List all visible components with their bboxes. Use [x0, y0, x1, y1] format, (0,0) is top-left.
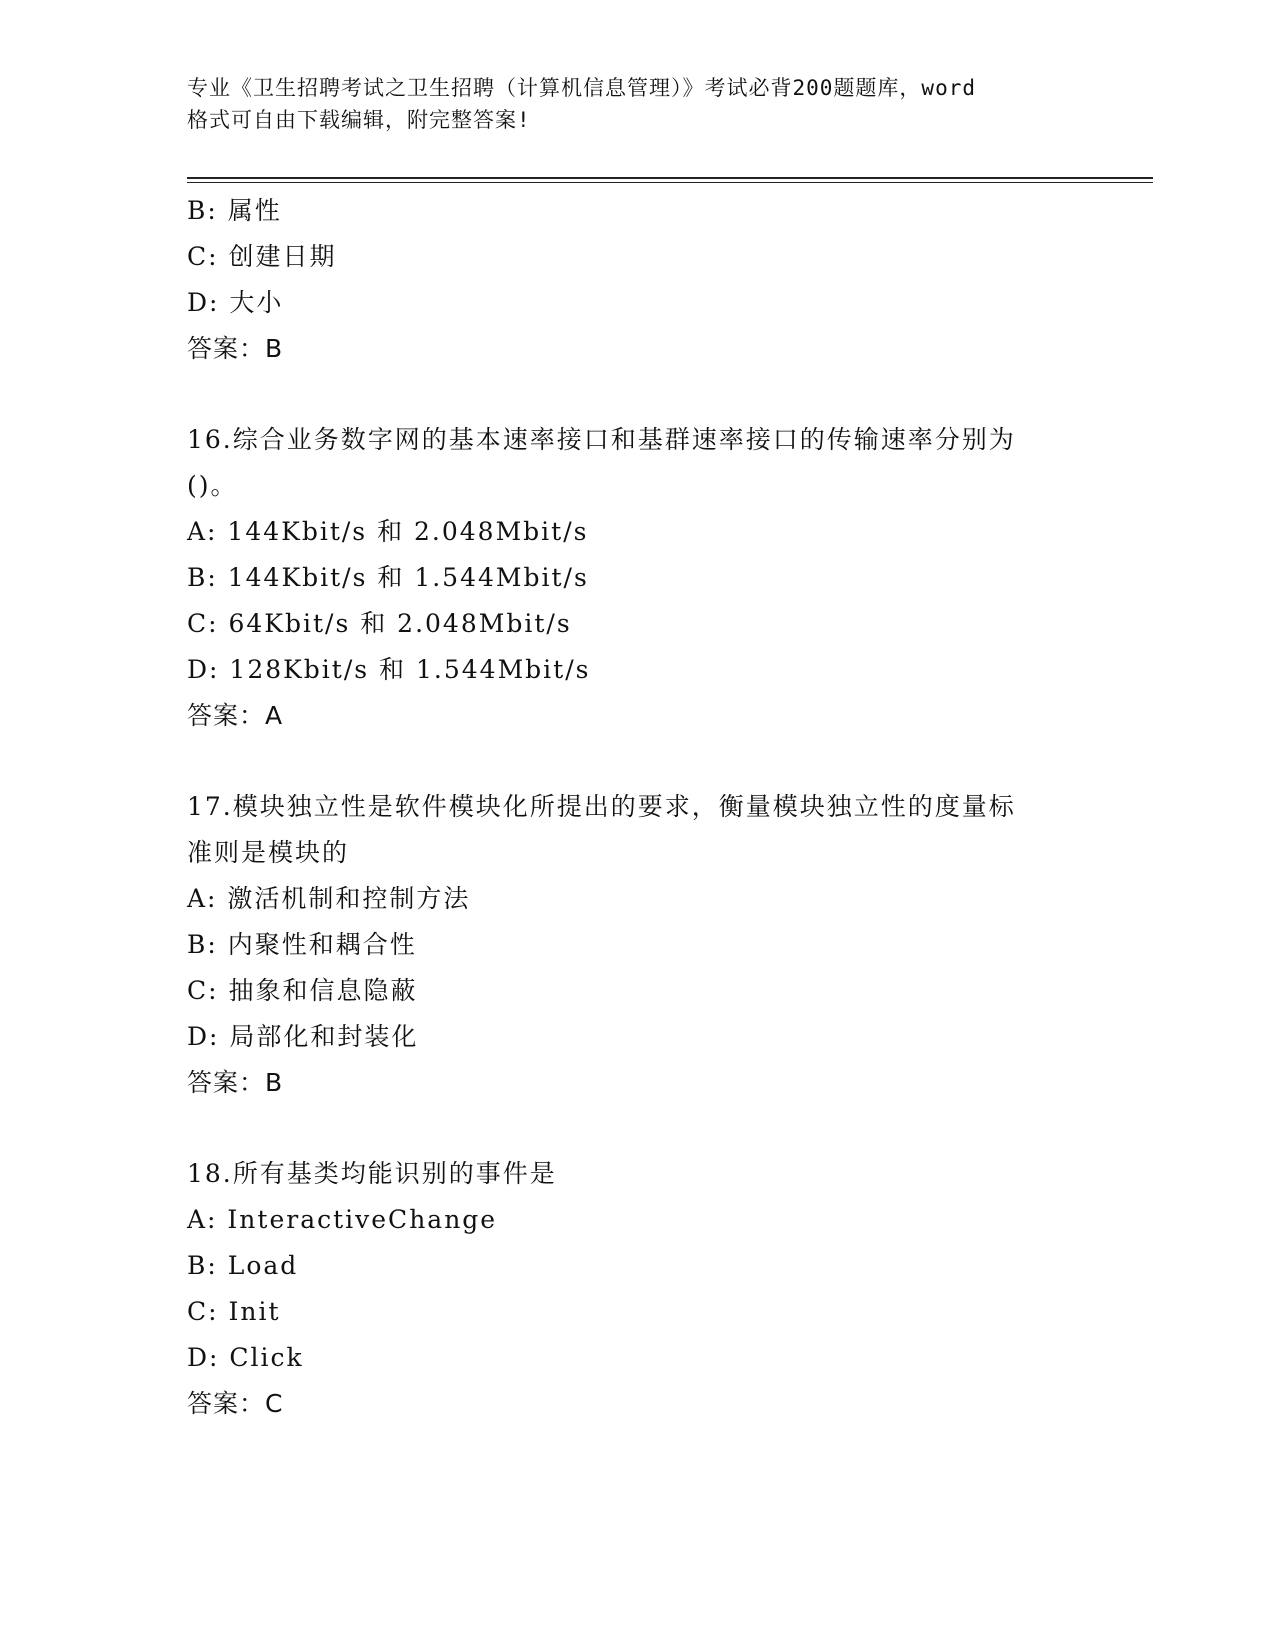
- question-stem: 准则是模块的: [187, 838, 350, 867]
- question-stem: 17.模块独立性是软件模块化所提出的要求，衡量模块独立性的度量标: [187, 792, 1016, 821]
- question-list: [187, 188, 1087, 1427]
- header-line-2: 格式可自由下载编辑，附完整答案!: [187, 108, 531, 132]
- option-d: D: 大小: [187, 288, 284, 317]
- page-header: [187, 72, 1087, 136]
- question-17: [187, 784, 1087, 1106]
- option-c: C: Init: [187, 1297, 281, 1326]
- answer-line: 答案：C: [187, 1389, 284, 1418]
- option-c: C: 抽象和信息隐蔽: [187, 976, 418, 1005]
- option-b: B: Load: [187, 1251, 299, 1280]
- option-d: D: Click: [187, 1343, 304, 1372]
- option-a: A: InteractiveChange: [187, 1205, 498, 1234]
- question-16: [187, 417, 1087, 739]
- answer-line: 答案：B: [187, 334, 284, 363]
- spacer: [187, 1106, 1087, 1151]
- partial-question: [187, 188, 1087, 372]
- spacer: [187, 739, 1087, 784]
- spacer: [187, 372, 1087, 417]
- option-d: D: 局部化和封装化: [187, 1022, 419, 1051]
- option-b: B: 144Kbit/s 和 1.544Mbit/s: [187, 563, 589, 592]
- header-line-1: 专业《卫生招聘考试之卫生招聘（计算机信息管理）》考试必背200题题库，word: [187, 76, 976, 100]
- question-stem: ()。: [187, 471, 238, 500]
- header-divider: [187, 177, 1153, 183]
- question-18: [187, 1151, 1087, 1427]
- answer-line: 答案：B: [187, 1068, 284, 1097]
- option-d: D: 128Kbit/s 和 1.544Mbit/s: [187, 655, 591, 684]
- option-b: B: 内聚性和耦合性: [187, 930, 417, 959]
- option-a: A: 144Kbit/s 和 2.048Mbit/s: [187, 517, 589, 546]
- option-b: B: 属性: [187, 196, 282, 225]
- option-c: C: 创建日期: [187, 242, 337, 271]
- option-c: C: 64Kbit/s 和 2.048Mbit/s: [187, 609, 572, 638]
- question-stem: 16.综合业务数字网的基本速率接口和基群速率接口的传输速率分别为: [187, 425, 1016, 454]
- option-a: A: 激活机制和控制方法: [187, 884, 471, 913]
- question-stem: 18.所有基类均能识别的事件是: [187, 1159, 557, 1188]
- answer-line: 答案：A: [187, 701, 284, 730]
